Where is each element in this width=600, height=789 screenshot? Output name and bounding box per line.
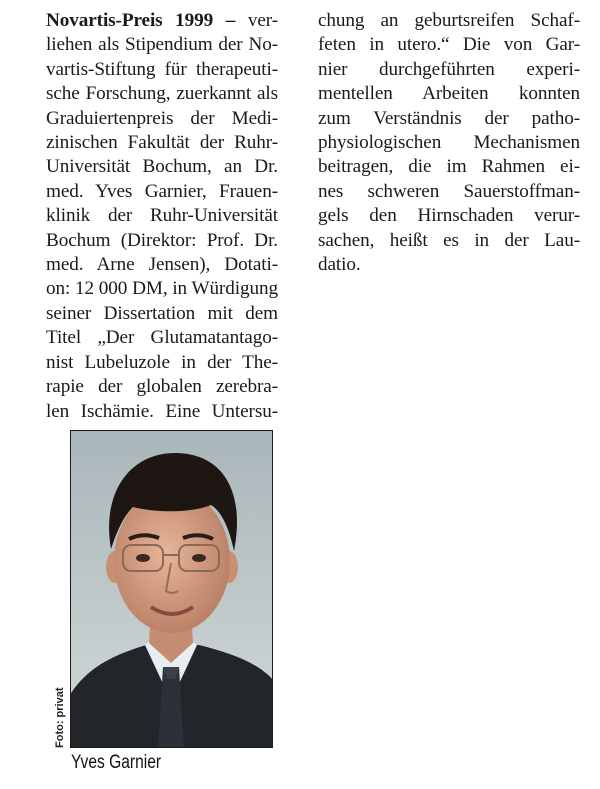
photo-caption: Yves Garnier <box>71 752 162 773</box>
article-line: zum Verständnis der patho- <box>318 107 580 129</box>
article-line-text: ver- <box>247 10 278 31</box>
article-line: gels den Hirnschaden verur- <box>318 205 580 227</box>
article-column-right <box>318 9 580 277</box>
article-line: Titel „Der Glutamatantago- <box>46 327 278 349</box>
article-line: med. Arne Jensen), Dotati- <box>46 254 278 276</box>
article-line: chung an geburtsreifen Schaf- <box>318 10 580 31</box>
article-line: sachen, heißt es in der Lau- <box>318 229 580 251</box>
article-line: Bochum (Direktor: Prof. Dr. <box>46 229 278 251</box>
photo-credit: Foto: privat <box>54 687 66 748</box>
article-line: feten in utero.“ Die von Gar- <box>318 34 580 56</box>
article-line: zinischen Fakultät der Ruhr- <box>46 132 278 154</box>
article-line: med. Yves Garnier, Frauen- <box>46 180 278 202</box>
article-column-left <box>46 9 278 424</box>
article-line: Graduiertenpreis der Medi- <box>46 107 278 129</box>
portrait-photo <box>70 430 273 748</box>
article-line: datio. <box>318 254 361 276</box>
article-line: vartis-Stiftung für therapeuti- <box>46 58 278 80</box>
article-line: seiner Dissertation mit dem <box>46 302 278 324</box>
article-line: nier durchgeführten experi- <box>318 58 580 80</box>
article-line: len Ischämie. Eine Untersu- <box>46 400 278 422</box>
portrait-illustration <box>71 431 273 748</box>
article-lead: Novartis-Preis 1999 – <box>46 10 236 31</box>
article-line: nes schweren Sauerstoffman- <box>318 180 580 202</box>
article-line: beitragen, die im Rahmen ei- <box>318 156 580 178</box>
article-line: nist Lubeluzole in der The- <box>46 351 278 373</box>
article-line: on: 12 000 DM, in Würdigung <box>46 278 278 300</box>
article-line: liehen als Stipendium der No- <box>46 34 278 56</box>
article-line: mentellen Arbeiten konnten <box>318 83 580 105</box>
article-line: Universität Bochum, an Dr. <box>46 156 278 178</box>
article-line: klinik der Ruhr-Universität <box>46 205 278 227</box>
article-line: rapie der globalen zerebra- <box>46 376 278 398</box>
article-line: sche Forschung, zuerkannt als <box>46 83 278 105</box>
article-line: physiologischen Mechanismen <box>318 132 580 154</box>
article-line <box>46 9 278 33</box>
